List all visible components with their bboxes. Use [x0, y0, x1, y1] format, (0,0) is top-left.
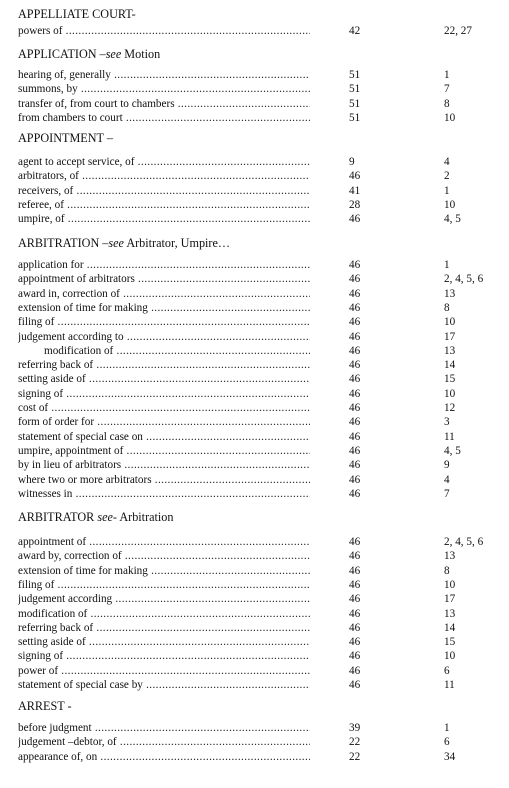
entry-term: where two or more arbitrators ..... — [18, 473, 310, 487]
entry-rule-numbers: 15 — [444, 373, 456, 386]
entry-order-number: 46 — [349, 621, 361, 634]
entry-rule-numbers: 4, 5 — [444, 444, 461, 457]
entry-order-number: 22 — [349, 750, 361, 763]
entry-order-number: 28 — [349, 198, 361, 211]
entry-term: modification of ..... — [18, 607, 310, 621]
index-entry — [0, 24, 509, 38]
index-entry — [0, 535, 509, 549]
entry-term: cost of ..... — [18, 401, 310, 415]
entry-term: appointment of ..... — [18, 535, 310, 549]
heading-reference: Arbitrator, Umpire… — [123, 236, 231, 250]
entry-order-number: 46 — [349, 344, 361, 357]
entry-term: application for ..... — [18, 258, 310, 272]
entry-rule-numbers: 10 — [444, 387, 456, 400]
entry-order-number: 46 — [349, 550, 361, 563]
entry-order-number: 46 — [349, 636, 361, 649]
entry-order-number: 41 — [349, 184, 361, 197]
entry-term: award in, correction of ..... — [18, 287, 310, 301]
entry-term: appointment of arbitrators ..... — [18, 272, 310, 286]
index-entry — [0, 621, 509, 635]
entry-order-number: 46 — [349, 578, 361, 591]
index-entry — [0, 415, 509, 429]
entry-term: summons, by ..... — [18, 82, 310, 96]
index-entry — [0, 315, 509, 329]
entry-term: judgement –debtor, of ..... — [18, 735, 310, 749]
entry-term: appearance of, on ..... — [18, 750, 310, 764]
entry-order-number: 46 — [349, 607, 361, 620]
index-entry — [0, 607, 509, 621]
entry-rule-numbers: 14 — [444, 359, 456, 372]
entry-order-number: 46 — [349, 330, 361, 343]
entry-term: umpire, appointment of ..... — [18, 444, 310, 458]
entry-rule-numbers: 10 — [444, 578, 456, 591]
entry-term: judgement according ..... — [18, 592, 310, 606]
entry-term: agent to accept service, of ..... — [18, 155, 310, 169]
entry-order-number: 46 — [349, 459, 361, 472]
entry-rule-numbers: 4 — [444, 473, 450, 486]
entry-order-number: 46 — [349, 259, 361, 271]
entry-term: statement of special case by ..... — [18, 678, 310, 692]
entry-term: signing of ..... — [18, 649, 310, 663]
entry-order-number: 46 — [349, 473, 361, 486]
entry-order-number: 46 — [349, 664, 361, 677]
entry-order-number: 46 — [349, 430, 361, 443]
entry-term: form of order for ..... — [18, 415, 310, 429]
heading-main: APPLICATION – — [18, 47, 106, 61]
entry-rule-numbers: 8 — [444, 301, 450, 314]
entry-order-number: 46 — [349, 387, 361, 400]
entry-rule-numbers: 13 — [444, 550, 456, 563]
entry-rule-numbers: 13 — [444, 607, 456, 620]
entry-term: before judgment ..... — [18, 721, 310, 735]
index-entry — [0, 564, 509, 578]
entry-order-number: 46 — [349, 273, 361, 286]
entry-term: extension of time for making ..... — [18, 564, 310, 578]
entry-rule-numbers: 8 — [444, 97, 450, 110]
index-entry — [0, 444, 509, 458]
entry-term: receivers, of ..... — [18, 184, 310, 198]
entry-term: filing of ..... — [18, 315, 310, 329]
entry-term: extension of time for making ..... — [18, 301, 310, 315]
index-entry — [0, 258, 509, 272]
index-entry — [0, 430, 509, 444]
entry-rule-numbers: 2, 4, 5, 6 — [444, 536, 484, 548]
entry-rule-numbers: 14 — [444, 621, 456, 634]
entry-rule-numbers: 4 — [444, 156, 450, 168]
entry-rule-numbers: 6 — [444, 664, 450, 677]
index-entry — [0, 549, 509, 563]
index-entry — [0, 487, 509, 501]
entry-order-number: 46 — [349, 402, 361, 414]
entry-order-number: 46 — [349, 416, 361, 429]
entry-term: award by, correction of ..... — [18, 549, 310, 563]
section-heading — [18, 510, 174, 525]
heading-main: ARBITRATOR — [18, 510, 98, 524]
entry-order-number: 51 — [349, 111, 361, 124]
index-entry — [0, 358, 509, 372]
section-heading — [18, 7, 136, 22]
entry-order-number: 46 — [349, 487, 361, 500]
heading-main: APPOINTMENT – — [18, 131, 113, 145]
entry-term: witnesses in ..... — [18, 487, 310, 501]
entry-order-number: 51 — [349, 97, 361, 110]
heading-see: see — [108, 236, 124, 250]
entry-order-number: 42 — [349, 25, 361, 37]
index-entry — [0, 649, 509, 663]
index-entry — [0, 82, 509, 96]
entry-rule-numbers: 6 — [444, 736, 450, 749]
index-entry — [0, 458, 509, 472]
heading-main: ARREST - — [18, 699, 72, 713]
entry-order-number: 22 — [349, 736, 361, 749]
heading-reference: Motion — [121, 47, 161, 61]
index-entry — [0, 578, 509, 592]
index-entry — [0, 735, 509, 749]
index-entry — [0, 111, 509, 125]
entry-term: judgement according to ..... — [18, 330, 310, 344]
index-entry — [0, 68, 509, 82]
section-heading — [18, 131, 113, 146]
entry-order-number: 51 — [349, 83, 361, 96]
index-entry — [0, 212, 509, 226]
index-entry — [0, 664, 509, 678]
entry-rule-numbers: 8 — [444, 564, 450, 577]
index-entry — [0, 473, 509, 487]
entry-rule-numbers: 2 — [444, 170, 450, 183]
entry-order-number: 46 — [349, 679, 361, 691]
index-entry — [0, 592, 509, 606]
entry-rule-numbers: 11 — [444, 679, 455, 691]
entry-rule-numbers: 3 — [444, 416, 450, 429]
entry-order-number: 46 — [349, 444, 361, 457]
index-entry — [0, 169, 509, 183]
heading-reference: - Arbitration — [112, 510, 174, 524]
index-entry — [0, 198, 509, 212]
entry-term: powers of ..... — [18, 24, 310, 38]
section-heading — [18, 236, 230, 251]
entry-order-number: 46 — [349, 316, 361, 329]
entry-rule-numbers: 13 — [444, 344, 456, 357]
entry-rule-numbers: 4, 5 — [444, 213, 461, 226]
entry-order-number: 46 — [349, 287, 361, 300]
entry-rule-numbers: 17 — [444, 593, 456, 606]
entry-term: setting aside of ..... — [18, 635, 310, 649]
entry-order-number: 46 — [349, 536, 361, 548]
heading-see: see — [105, 47, 122, 61]
entry-rule-numbers: 1 — [444, 69, 450, 81]
entry-rule-numbers: 1 — [444, 259, 450, 271]
entry-rule-numbers: 10 — [444, 316, 456, 329]
entry-order-number: 46 — [349, 359, 361, 372]
entry-term: statement of special case on ..... — [18, 430, 310, 444]
entry-order-number: 46 — [349, 373, 361, 386]
entry-term: filing of ..... — [18, 578, 310, 592]
heading-main: APPELLIATE COURT- — [18, 7, 136, 21]
entry-order-number: 46 — [349, 593, 361, 606]
entry-term: transfer of, from court to chambers ..... — [18, 97, 310, 111]
entry-term: referring back of ..... — [18, 621, 310, 635]
heading-main: ARBITRATION – — [18, 236, 109, 250]
index-entry — [0, 287, 509, 301]
index-entry — [0, 401, 509, 415]
entry-term: from chambers to court ..... — [18, 111, 310, 125]
entry-term: referring back of ..... — [18, 358, 310, 372]
entry-rule-numbers: 7 — [444, 83, 450, 96]
section-heading — [18, 47, 160, 62]
index-entry — [0, 344, 509, 358]
entry-term: signing of ..... — [18, 387, 310, 401]
entry-rule-numbers: 15 — [444, 636, 456, 649]
entry-order-number: 39 — [349, 722, 361, 734]
entry-order-number: 46 — [349, 564, 361, 577]
index-entry — [0, 272, 509, 286]
entry-order-number: 46 — [349, 213, 361, 226]
index-entry — [0, 155, 509, 169]
section-heading — [18, 699, 72, 714]
index-entry — [0, 301, 509, 315]
entry-term: referee, of ..... — [18, 198, 310, 212]
index-entry — [0, 635, 509, 649]
heading-see: see — [97, 510, 113, 524]
entry-rule-numbers: 10 — [444, 198, 456, 211]
entry-term: arbitrators, of ..... — [18, 169, 310, 183]
index-entry — [0, 750, 509, 764]
entry-rule-numbers: 17 — [444, 330, 456, 343]
entry-rule-numbers: 1 — [444, 184, 450, 197]
entry-rule-numbers: 9 — [444, 459, 450, 472]
entry-order-number: 51 — [349, 69, 361, 81]
entry-rule-numbers: 10 — [444, 111, 456, 124]
entry-rule-numbers: 13 — [444, 287, 456, 300]
entry-term: umpire, of ..... — [18, 212, 310, 226]
entry-rule-numbers: 7 — [444, 487, 450, 500]
index-entry — [0, 387, 509, 401]
entry-order-number: 46 — [349, 170, 361, 183]
entry-rule-numbers: 1 — [444, 722, 450, 734]
entry-rule-numbers: 2, 4, 5, 6 — [444, 273, 484, 286]
entry-rule-numbers: 12 — [444, 402, 456, 414]
index-entry — [0, 372, 509, 386]
entry-order-number: 9 — [349, 156, 355, 168]
index-entry — [0, 330, 509, 344]
entry-rule-numbers: 22, 27 — [444, 25, 472, 37]
index-entry — [0, 97, 509, 111]
entry-order-number: 46 — [349, 650, 361, 663]
entry-order-number: 46 — [349, 301, 361, 314]
index-entry — [0, 184, 509, 198]
entry-rule-numbers: 10 — [444, 650, 456, 663]
index-entry — [0, 721, 509, 735]
entry-term: power of ..... — [18, 664, 310, 678]
index-entry — [0, 678, 509, 692]
entry-term: setting aside of ..... — [18, 372, 310, 386]
entry-term: hearing of, generally ..... — [18, 68, 310, 82]
entry-term: modification of ..... — [44, 344, 310, 358]
entry-term: by in lieu of arbitrators ..... — [18, 458, 310, 472]
entry-rule-numbers: 34 — [444, 750, 456, 763]
entry-rule-numbers: 11 — [444, 430, 455, 443]
